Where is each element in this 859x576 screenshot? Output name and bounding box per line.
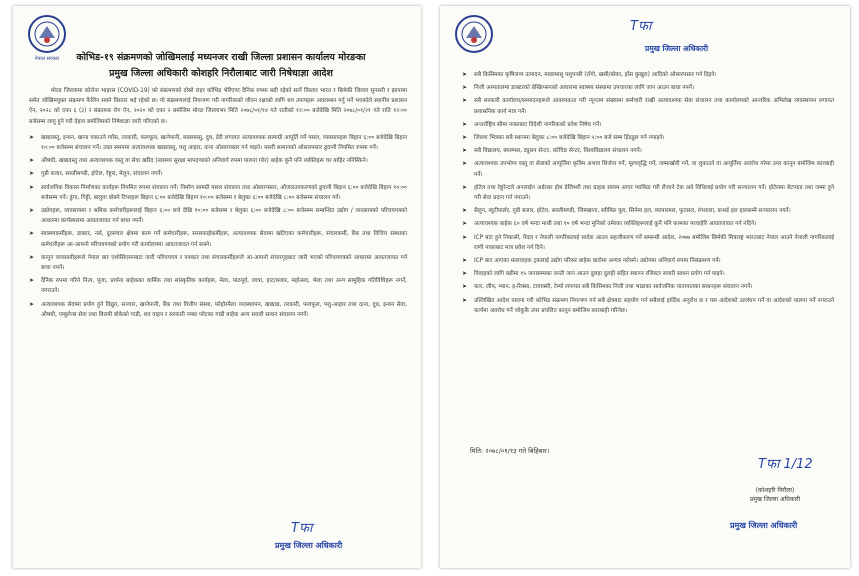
order-item: ➤ कानून व्यवसायीहरूले नेपाल बार एशोसिएसनबाट जारी परिचयपत्र र पत्रकार तथा संचारकर्मीहरूले आ-आफ्नो संचारगृहबाट जारी भएको परिचयपत्रको आधारमा आवतजावत गर्न बाधा नपर्ने।: [29, 253, 407, 273]
issue-date: मिति: २०७८/०१/१३ गते बिहिबार।: [470, 447, 550, 455]
order-item: ➤ औषधी, खाद्यवस्तु तथा अत्यावश्यक वस्तु वा सेवा खरिद (स्वास्थ्य सुरक्षा मापदण्डको अनिवार्य रुपमा पालना गरेर) बाहेक कुनै पनि व्यक्तिहरू घर बाहिर ननिस्किने।: [29, 156, 407, 166]
order-item: ➤ सबै किसिमका कृषिजन्य उत्पादन, माछामासु पशुपन्छी (राँगो, खसी/बोका, हाँस कुखुरा) आदिको ओसारपसार गर्न दिइने।: [462, 70, 834, 80]
order-item: ➤ सबै विद्यालय, क्याम्पस, ट्युसन सेन्टर, कोचिङ सेन्टर, विश्वविद्यालय संचालन नगर्ने।: [462, 146, 834, 156]
order-item: ➤ स्वास्थ्यकर्मीहरू, डाक्टर, नर्स, दूरसंचार क्षेत्रमा काम गर्ने कर्मचारीहरू, सरसफाईकर्मीहरू, अत्यावश्यक सेवामा खटिएका कर्मचारीहरू, संचारकर्मी, बैंक तथा वित्तिय संस्थाका कर्मचारीहरू आ-आफ्नो परिचयपत्रको प्रयोग गरी कार्यालयमा आवतजावत गर्न सक्ने।: [29, 229, 407, 249]
notice-title-line2: प्रमुख जिल्ला अधिकारी कोशहरि निरौलाबाट जारी निषेधाज्ञा आदेश: [109, 68, 333, 79]
order-item: ➤ सबै सरकारी कार्यालय/सम्पादनहरूले आवश्यकता गरी न्यूनतम संख्यामा कर्मचारी राखी अत्यावश्यक सेवा संचालन तथा कार्यालयको आन्तरिक अभिलेख व्यवस्थापन लगायत प्रशासनिक कार्य मात्र गर्ने।: [462, 96, 834, 116]
order-item: ➤ खाद्यवस्तु, इन्धन, खाना पकाउने ग्याँस, तरकारी, फलफूल, खानेपानी, माछामासु, दुध, डेरी लगायत अत्यावश्यक सामाग्री आपूर्ति गर्ने पसल, व्यवसायहरू बिहान ६:०० बजेदेखि बिहान १०:०० बजेसम्म संचालन गर्ने। उक्त समयमा अत्यावश्यक खाद्यवस्तु, पशु आहार, दाना ओसारपसार गर्न पाइने। यसरी सामानको ओसारपसार ढुवानी नियमित रुपमा गर्ने।: [29, 133, 407, 153]
order-item: ➤ निजी अस्पतालमा डाक्टरको प्रेस्क्रिप्सनको आधारमा स्वास्थ्य संस्थामा उपचारका लागि जान आउन बाधा नपर्ने।: [462, 83, 834, 93]
notice-intro: मोरङ जिल्लामा कोरोना भाइरस (COVID-19) को संक्रमणको दोस्रो लहर कोभिड भेरिएण्ट दैनिक रुपमा बढी रहेको सार्ने विस्तार भारत र छिमेकी जिल्ला सुनसरी र झापामा समेत जोखिमयुक्त संक्रमण फैलिन सक्ने विस्तार भई रहेको छ। यो संक्रमणलाई नियन्त्रण गरी नागरिकको जीवन रक्षाको लागि थप उपायहरू अवलम्बन गर्नु पर्ने भएकोले स्थानीय प्रशासन ऐन, २०२८ को दफा ६ (३) र संक्रामक रोग ऐन, २०२० को दफा २ बमोजिम मोरङ जिल्लाभर मिति २०७८/०१/१४ गते रातीको १२:०० बजेदेखि मिति २०७८/०१/२१ गते राति १२:०० बजेसम्म लागु हुने गरी देहाय बमोजिमको निषेधाज्ञा जारी गरिएको छ।: [29, 88, 407, 125]
signature-top-page2: Tफा: [630, 19, 652, 34]
signer-title: प्रमुख जिल्ला अधिकारी: [749, 496, 801, 503]
order-item: ➤ सैलुन, ब्युटीपार्लर, गुडी बजार, होटेल, सब्जीमण्डी, जिमखाना, स्वीमिङ पुल, सिनेमा हल, व्यापारमल, फुटसल, रंगशाला, कभर्ड हल हालसम्मै सञ्चालन नगर्ने।: [462, 206, 834, 216]
order-list-page1: [29, 133, 407, 320]
order-item: ➤ अत्यावश्यक सेवामा प्रयोग हुने विद्युत, सञ्चार, खानेपानी, बैंक तथा वित्तीय संस्था, फोहोरमैला व्यवस्थापन, खाद्यान्न, तरकारी, फलफूल, पशु-आहार तथा दाना, दूध, इन्धन सेवा, औषधी, एम्बुलेन्स सेवा तथा बिरामी बोकेको गाडी, शव वाहन र सरकारी नम्बर प्लेटका गाडी बाहेक अन्य सवारी साधन संचालन नगर्ने।: [29, 300, 407, 320]
notice-page-1: [13, 6, 421, 568]
official-stamp-top-page2: प्रमुख जिल्ला अधिकारी: [645, 44, 709, 53]
signature-page1: Tफा: [291, 521, 313, 536]
order-item: ➤ ICP बाट आएका मालवाहक ट्रकलाई उद्योग परिसर बाहेक बाटोमा अन्यत्र नरोक्ने। उद्योगमा अनिवार्य रुपमा निसंक्रमण गर्ने।: [462, 256, 834, 266]
notice-body-page1: [29, 86, 407, 323]
signature-bottom-page2: Tफा 1/12: [758, 457, 813, 472]
signer-name: (कोशहरि निरौला): [755, 487, 795, 494]
emblem-caption: नेपाल सरकार: [34, 56, 60, 62]
order-item: ➤ होटेल तथा रेष्टुरेन्टले अनलाईन अर्डरका होम डेलिभरी तथा ग्राहक स्वयम आएर प्याकिङ गरी लैजाने टेक अवे विधिलाई प्रयोग गरी सञ्चालन गर्ने। होटेलमा बेटप्याड तथा जम्मा हुने गरी सेवा प्रदान गर्न नपाउने।: [462, 183, 834, 203]
nepal-government-emblem-icon: [454, 14, 494, 54]
order-item: ➤ विवाहको लागि बढीमा १५ जनासम्मका जन्ती जान आउन दुलहा दुलही सहित स्थानन रजिस्टर सवारी साधन प्रयोग गर्न पाइने।: [462, 269, 834, 279]
signer-block: [730, 486, 820, 504]
notice-body-page2: [462, 70, 834, 319]
order-item: ➤ कार, जीप, भ्यान, इ-रिक्सा, टायाक्सी, टेम्पो लगायत सबै किसिमका निजी तथा भाडाका सार्वजनिक यातायातका साधनहरू संचालन नगर्ने।: [462, 282, 834, 292]
order-item: ➤ दैनिक रुपमा गरिने नित्य, पूजा, प्रार्थना बाहेकका धार्मिक तथा सांस्कृतिक कार्यहरू, मेला, पाठपूर्व, जात्रा, हाट/बजार, महोत्सव, भेला तथा अन्य सामुहिक गतिविधिहरू नगर्ने, नगराउने।: [29, 276, 407, 296]
nepal-government-emblem-icon: [27, 14, 67, 54]
order-item: ➤ उद्योगहरू, व्यवसायमा र श्रमिक कर्मचारीहरूलाई बिहान ६:०० बजे देखि १०:०० बजेसम्म र बेलुका ६:०० बजेदेखि ८:०० बजेसम्म सम्बन्धित उद्योग / व्यवसायको परिचयपत्रको आधारमा कार्यस्थलमा आवतजावत गर्न बाधा नपर्ने।: [29, 206, 407, 226]
order-item: ➤ गुडी बजार, सब्जीमण्डी, होटेल, रेष्टुरा, मेलुन, संचालन नगर्ने।: [29, 169, 407, 179]
order-item: ➤ अत्यावश्यक उपभोग्य वस्तु वा सेवाको आपूर्तिमा कृत्रिम अभाव सिर्जना गर्ने, मूल्यवृद्धि गर्ने, जम्माखोरी गर्ने, वा लुकाउने वा आपूर्तिमा अवरोध गरेमा उपर कानून बमोजिम कारबाही गर्ने।: [462, 159, 834, 179]
order-item: ➤ ICP बाट हुने निकासी, पैदल र नेपाली नागरिकलाई स्वदेश आउन सहजीकरण गर्ने सम्बन्धी आदेश, २०७७ बमोजिम छिमेकी मित्रराष्ट्र भारतबाट नेपाल आउने नेपाली नागरिकलाई राणी नाकाबाट मात्र प्रवेश गर्न दिने।: [462, 233, 834, 253]
order-item: ➤ सार्वजनिक विकास निर्माणका कार्यहरू नियमित रुपमा संचालन गर्ने। निर्माण सामग्री पसल संचालन तथा ओसारपसार, औजारउपकरणको ढुवानी बिहान ६:०० बजेदेखि बिहान १०:०० बजेसम्म गर्ने। ढुंगा, गिट्टी, बालुवा बोक्ने टिपरहरू बिहान ६:०० बजेदेखि बिहान १०:०० बजेसम्म र बेलुका ६:०० बजेदेखि ८:०० बजेसम्म संचालन गर्ने।: [29, 183, 407, 203]
order-item: ➤ अत्यावश्यक बाहेक ६० वर्ष भन्दा माथी तथा १० वर्ष भन्दा मुनिको उमेरका व्यक्तिहरूलाई कुनै पनि कामका परवाहेरि आवतजावत गर्न नदिने।: [462, 219, 834, 229]
notice-title-line1: कोभिड-१९ संक्रमणको जोखिमलाई मध्यनजर राखी जिल्ला प्रशासन कार्यालय मोरङका: [76, 52, 366, 63]
order-list-page2: [462, 70, 834, 316]
order-item: ➤ अन्तर्राष्ट्रिय सीमा नाकाबाट विदेशी नागरिकको प्रवेश निषेध गर्ने।: [462, 120, 834, 130]
official-stamp-page1: प्रमुख जिल्ला अधिकारी: [275, 541, 343, 550]
order-item: ➤ उल्लिखित आदेश पालना गरी कोभिड संक्रमण नियन्त्रण गर्न सबै क्षेत्रबाट सहयोग गर्न सबैलाई हार्दिक अनुरोध छ र यस आदेशको उल्लंघन गर्ने वा आदेशको पालना गर्ने नगराउने कार्यमा अवरोध गर्ने जोकुकै उपर प्रचलित कानून बमोजिम कारबाही गरिनेछ।: [462, 296, 834, 316]
official-stamp-bottom-page2: प्रमुख जिल्ला अधिकारी: [730, 521, 798, 530]
order-item: ➤ जिल्ला भित्रका सबै स्थानमा बेलुका ८:०० बजेदेखि बिहान ५:०० बजे सम्म हिंडडुल गर्न नपाइने।: [462, 133, 834, 143]
notice-page-2: [440, 6, 850, 568]
